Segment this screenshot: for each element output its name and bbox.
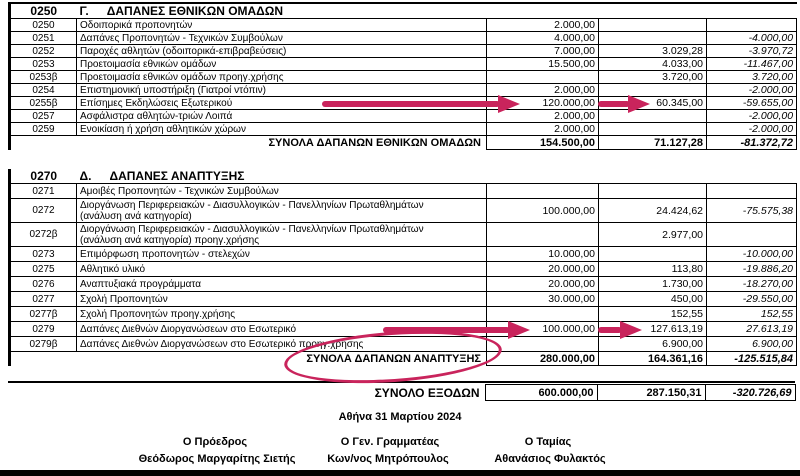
date-line: Αθήνα 31 Μαρτίου 2024 [338, 411, 462, 423]
cell-diff: -59.655,00 [707, 97, 797, 110]
cell-code: 0277β [10, 307, 77, 322]
cell-actual [599, 110, 707, 123]
cell-description: Επιμόρφωση προπονητών - στελεχών [77, 247, 487, 262]
table-row [10, 352, 797, 366]
cell-budget: 100.000,00 [487, 199, 599, 223]
cell-diff [707, 19, 797, 32]
table-row [10, 262, 797, 277]
cell-description: Ασφάλιστρα αθλητών-τριών Λοιπά [77, 110, 487, 123]
cell-budget: 2.000,00 [487, 84, 599, 97]
cell-actual [599, 19, 707, 32]
table-row [10, 123, 797, 136]
cell-budget: 2.000,00 [487, 123, 599, 136]
cell-description: Αθλητικό υλικό [77, 262, 487, 277]
cell-code: 0252 [10, 45, 77, 58]
cell-actual: 3.720,00 [599, 71, 707, 84]
cell-description: Δαπάνες Διεθνών Διοργανώσεων στο Εσωτερικό [77, 322, 487, 337]
cell-budget [487, 71, 599, 84]
cell-diff [707, 223, 797, 247]
cell-actual [599, 123, 707, 136]
table-row [10, 45, 797, 58]
cell-budget: 120.000,00 [487, 97, 599, 110]
table-row [10, 337, 797, 352]
table-row [10, 307, 797, 322]
cell-budget: 10.000,00 [487, 247, 599, 262]
cell-budget: 280.000,00 [487, 352, 599, 366]
cell-code: 0279β [10, 337, 77, 352]
cell-budget [487, 184, 599, 199]
cell-code: 0279 [10, 322, 77, 337]
cell-budget: 154.500,00 [487, 136, 599, 150]
signature-name-president: Θεόδωρος Μαργαρίτης Σιετής [138, 453, 296, 465]
grand-total-row [8, 384, 796, 401]
cell-budget [487, 223, 599, 247]
cell-actual: 2.977,00 [599, 223, 707, 247]
cell-budget: 2.000,00 [487, 110, 599, 123]
table-row [10, 84, 797, 97]
cell-actual: 1.730,00 [599, 277, 707, 292]
table-row [10, 247, 797, 262]
cell-diff: -29.550,00 [707, 292, 797, 307]
cell-code: 0251 [10, 32, 77, 45]
table-row [10, 199, 797, 223]
cell-diff: -10.000,00 [707, 247, 797, 262]
section-title: Γ. ΔΑΠΑΝΕΣ ΕΘΝΙΚΩΝ ΟΜΑΔΩΝ [77, 3, 797, 19]
section-total-label: ΣΥΝΟΛΑ ΔΑΠΑΝΩΝ ΑΝΑΠΤΥΞΗΣ [306, 352, 481, 365]
cell-actual: 6.900,00 [599, 337, 707, 352]
cell-description: Επίσημες Εκδηλώσεις Εξωτερικού [77, 97, 487, 110]
cell-budget: 15.500,00 [487, 58, 599, 71]
cell-budget: 20.000,00 [487, 277, 599, 292]
cell-diff: -2.000,00 [707, 123, 797, 136]
cell-diff: -125.515,84 [707, 352, 797, 366]
cell-code: 0273 [10, 247, 77, 262]
cell-description: Παροχές αθλητών (οδοιπορικά-επιβραβεύσεις) [77, 45, 487, 58]
table-row [10, 58, 797, 71]
cell-actual: 4.033,00 [599, 58, 707, 71]
bottom-border-bar [0, 470, 800, 476]
section-header-national-teams [10, 3, 797, 19]
cell-description: Σχολή Προπονητών προηγ.χρήσης [77, 307, 487, 322]
cell-code: 0276 [10, 277, 77, 292]
cell-code: 0272 [10, 199, 77, 223]
cell-budget: 2.000,00 [487, 19, 599, 32]
cell-diff: -19.886,20 [707, 262, 797, 277]
cell-diff: -2.000,00 [707, 84, 797, 97]
cell-diff: 152,55 [707, 307, 797, 322]
cell-code: 0277 [10, 292, 77, 307]
cell-diff: 6.900,00 [707, 337, 797, 352]
cell-diff: -81.372,72 [707, 136, 797, 150]
cell-description: Ενοικίαση ή χρήση αθλητικών χώρων [77, 123, 487, 136]
cell-description: Σχολή Προπονητών [77, 292, 487, 307]
signature-title-president: Ο Πρόεδρος [182, 436, 248, 448]
cell-budget: 100.000,00 [487, 322, 599, 337]
cell-description: Οδοιπορικά προπονητών [77, 19, 487, 32]
cell-budget: 4.000,00 [487, 32, 599, 45]
cell-code: 0254 [10, 84, 77, 97]
cell-diff: -18.270,00 [707, 277, 797, 292]
table-row [10, 277, 797, 292]
cell-description: Επιστημονική υποστήριξη (Γιατροί ντόπιν) [77, 84, 487, 97]
grand-total-budget: 600.000,00 [485, 385, 597, 401]
cell-diff: -75.575,38 [707, 199, 797, 223]
cell-description: Προετοιμασία εθνικών ομάδων [77, 58, 487, 71]
section-header-development [10, 169, 797, 184]
cell-actual: 127.613,19 [599, 322, 707, 337]
cell-description: Προετοιμασία εθνικών ομάδων προηγ.χρήσης [77, 71, 487, 84]
table-row [8, 385, 795, 401]
table-row [10, 32, 797, 45]
signature-name-treasurer: Αθανάσιος Φυλακτός [494, 453, 606, 465]
national-teams-table [8, 2, 797, 150]
signature-name-secretary: Κων/νος Μητρόπουλος [327, 453, 449, 465]
cell-actual: 24.424,62 [599, 199, 707, 223]
cell-code: 0257 [10, 110, 77, 123]
cell-actual [599, 32, 707, 45]
cell-code: 0275 [10, 262, 77, 277]
grand-total-rule [8, 381, 795, 383]
section-code: 0270 [10, 169, 77, 184]
section-title: Δ. ΔΑΠΑΝΕΣ ΑΝΑΠΤΥΞΗΣ [77, 169, 797, 184]
cell-actual: 60.345,00 [599, 97, 707, 110]
cell-actual [599, 247, 707, 262]
cell-diff: 27.613,19 [707, 322, 797, 337]
cell-actual: 113,80 [599, 262, 707, 277]
cell-code: 0271 [10, 184, 77, 199]
cell-code: 0250 [10, 19, 77, 32]
cell-diff: -2.000,00 [707, 110, 797, 123]
table-row [10, 223, 797, 247]
table-row [10, 322, 797, 337]
cell-description: Αναπτυξιακά προγράμματα [77, 277, 487, 292]
cell-budget [487, 337, 599, 352]
signature-title-treasurer: Ο Ταμίας [524, 436, 572, 448]
cell-actual: 152,55 [599, 307, 707, 322]
cell-budget: 30.000,00 [487, 292, 599, 307]
cell-actual [599, 84, 707, 97]
cell-code: 0272β [10, 223, 77, 247]
cell-actual: 164.361,16 [599, 352, 707, 366]
cell-actual [599, 184, 707, 199]
cell-budget: 7.000,00 [487, 45, 599, 58]
cell-diff: -3.970,72 [707, 45, 797, 58]
cell-code: 0253β [10, 71, 77, 84]
cell-description: Δαπάνες Διεθνών Διοργανώσεων στο Εσωτερικό προηγ.χρήσης [77, 337, 487, 352]
section-code: 0250 [10, 3, 77, 19]
cell-diff: -4.000,00 [707, 32, 797, 45]
cell-actual: 3.029,28 [599, 45, 707, 58]
table-row [10, 292, 797, 307]
section-total-label: ΣΥΝΟΛΑ ΔΑΠΑΝΩΝ ΕΘΝΙΚΩΝ ΟΜΑΔΩΝ [268, 136, 481, 149]
table-row [10, 136, 797, 150]
grand-total-label: ΣΥΝΟΛΟ ΕΞΟΔΩΝ [374, 385, 480, 400]
cell-diff [707, 184, 797, 199]
cell-code: 0259 [10, 123, 77, 136]
signature-title-secretary: Ο Γεν. Γραμματέας [340, 436, 440, 448]
cell-description: Διοργάνωση Περιφερειακών - Διασυλλογικών - Πανελληνίων Πρωταθλημάτων (ανάλυση ανά κατηγορία) προηγ.χρήσης [77, 223, 487, 247]
cell-budget [487, 307, 599, 322]
development-table [8, 169, 797, 366]
table-row [10, 110, 797, 123]
cell-description: Διοργάνωση Περιφερειακών - Διασυλλογικών - Πανελληνίων Πρωταθλημάτων (ανάλυση ανά κατηγορία) [77, 199, 487, 223]
cell-code: 0253 [10, 58, 77, 71]
grand-total-diff: -320.726,69 [705, 385, 795, 401]
cell-description: Αμοιβές Προπονητών - Τεχνικών Συμβούλων [77, 184, 487, 199]
table-row [10, 19, 797, 32]
cell-diff: 3.720,00 [707, 71, 797, 84]
cell-actual: 71.127,28 [599, 136, 707, 150]
cell-budget: 20.000,00 [487, 262, 599, 277]
table-row [10, 97, 797, 110]
table-row [10, 71, 797, 84]
cell-actual: 450,00 [599, 292, 707, 307]
table-row [10, 184, 797, 199]
cell-code: 0255β [10, 97, 77, 110]
cell-diff: -11.467,00 [707, 58, 797, 71]
cell-description: Δαπάνες Προπονητών - Τεχνικών Συμβούλων [77, 32, 487, 45]
grand-total-actual: 287.150,31 [597, 385, 705, 401]
